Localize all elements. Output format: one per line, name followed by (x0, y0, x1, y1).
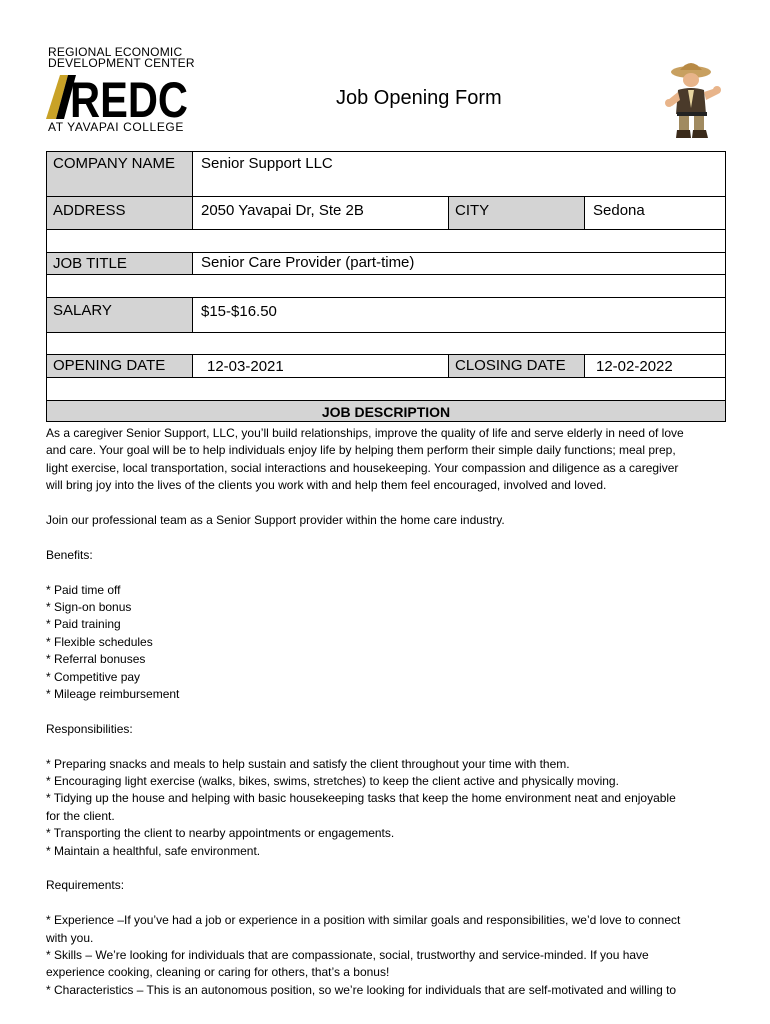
responsibility-item: * Preparing snacks and meals to help sustain and satisfy the client throughout your time with them. (46, 756, 570, 771)
logo-line-1: REGIONAL ECONOMIC (48, 45, 183, 59)
responsibility-item: * Maintain a healthful, safe environment. (46, 843, 261, 858)
logo-line-2: DEVELOPMENT CENTER (48, 56, 195, 70)
benefit-item: * Competitive pay (46, 669, 141, 684)
spacer-row (46, 332, 726, 355)
roughrider-mascot-icon (664, 58, 724, 140)
benefit-item: * Paid training (46, 617, 121, 632)
redc-logo (46, 45, 195, 134)
job-title-label: JOB TITLE (46, 252, 193, 275)
logo-line-3: AT YAVAPAI COLLEGE (48, 120, 184, 134)
benefit-item: * Mileage reimbursement (46, 687, 180, 702)
requirement-item: experience cooking, cleaning or caring for others, that’s a bonus! (46, 965, 390, 980)
requirement-item: * Experience –If you’ve had a job or experience in a position with similar goals and responsibilities, we’d love to connect (46, 913, 681, 928)
salary-value: $15-$16.50 (192, 297, 726, 333)
requirements-heading: Requirements: (46, 878, 125, 893)
responsibility-item: * Encouraging light exercise (walks, bikes, swims, stretches) to keep the client active and physically moving. (46, 774, 619, 789)
benefit-item: * Flexible schedules (46, 634, 153, 649)
requirement-item: with you. (46, 930, 94, 945)
description-line: As a caregiver Senior Support, LLC, you’ll build relationships, improve the quality of life and serve elderly in need of love (46, 426, 684, 440)
opening-date-value: 12-03-2021 (192, 354, 449, 378)
spacer-row (46, 229, 726, 253)
page-title: Job Opening Form (336, 87, 502, 109)
responsibility-item: for the client. (46, 808, 115, 823)
benefit-item: * Paid time off (46, 582, 121, 597)
closing-date-label: CLOSING DATE (448, 354, 585, 378)
job-description-body (46, 425, 726, 999)
description-line: and care. Your goal will be to help individuals enjoy life by helping them perform their simple daily functions; meal prep, (46, 443, 676, 458)
description-line: light exercise, local transportation, social interactions and housekeeping. Your compassion and diligence as a caregiver (46, 460, 679, 475)
requirement-item: * Skills – We’re looking for individuals that are compassionate, social, trustworthy and service-minded. If you have (46, 948, 649, 963)
address-label: ADDRESS (46, 196, 193, 230)
redc-mark-icon (46, 73, 191, 121)
city-value: Sedona (584, 196, 726, 230)
opening-date-label: OPENING DATE (46, 354, 193, 378)
salary-label: SALARY (46, 297, 193, 333)
address-value: 2050 Yavapai Dr, Ste 2B (192, 196, 449, 230)
responsibilities-heading: Responsibilities: (46, 721, 133, 736)
benefits-heading: Benefits: (46, 547, 93, 562)
spacer-row (46, 274, 726, 298)
responsibility-item: * Tidying up the house and helping with basic housekeeping tasks that keep the home environment neat and enjoyable (46, 791, 676, 806)
job-description-heading: JOB DESCRIPTION (46, 400, 726, 422)
description-line: will bring joy into the lives of the clients you work with and help them feel encouraged, involved and loved. (46, 478, 607, 493)
responsibility-item: * Transporting the client to nearby appointments or engagements. (46, 826, 395, 841)
benefit-item: * Sign-on bonus (46, 600, 132, 615)
closing-date-value: 12-02-2022 (584, 354, 726, 378)
job-title-value: Senior Care Provider (part-time) (192, 252, 726, 275)
benefit-item: * Referral bonuses (46, 652, 146, 667)
company-name-label: COMPANY NAME (46, 151, 193, 197)
logo-mark-text: REDC (70, 73, 188, 121)
requirement-item: * Characteristics – This is an autonomous position, so we’re looking for individuals that are self-motivated and willing to (46, 982, 677, 997)
city-label: CITY (448, 196, 585, 230)
spacer-row (46, 377, 726, 401)
join-line: Join our professional team as a Senior Support provider within the home care industry. (46, 513, 505, 528)
company-name-value: Senior Support LLC (192, 151, 726, 197)
